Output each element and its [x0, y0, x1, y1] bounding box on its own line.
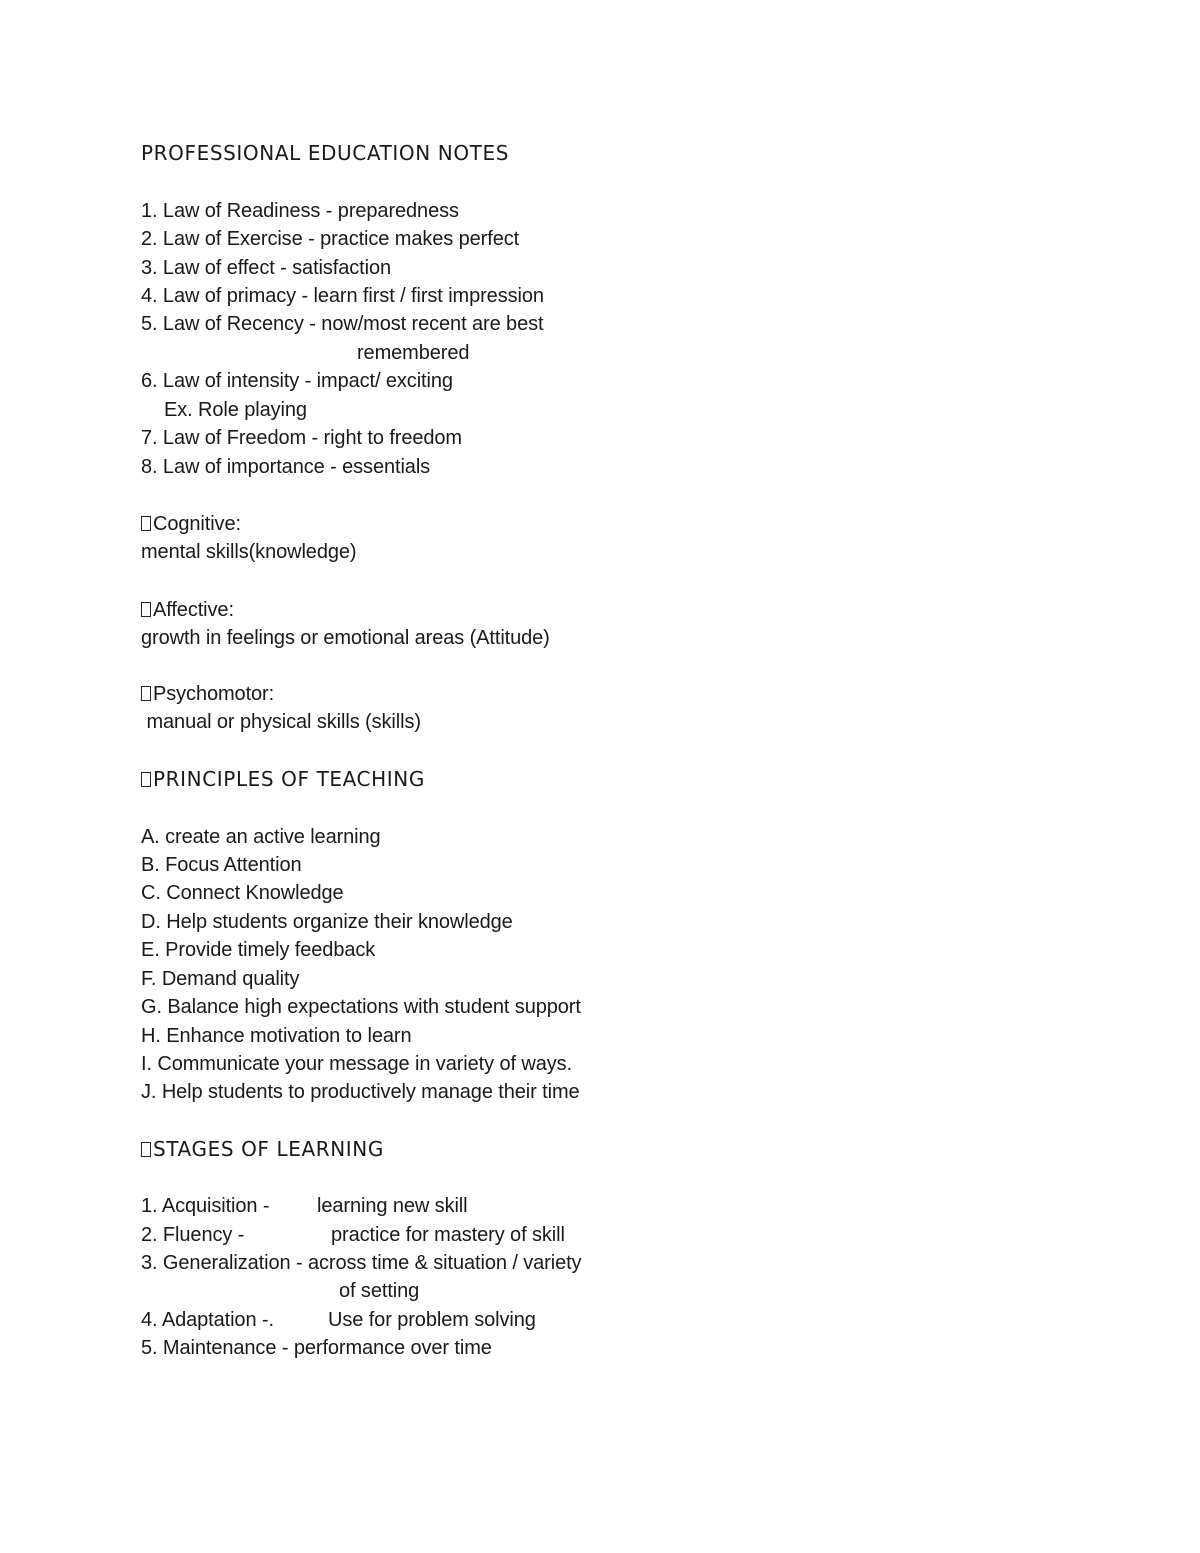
domain-label-psychomotor — [141, 681, 274, 707]
law-item: 3. Law of effect - satisfaction — [141, 257, 391, 279]
box-bullet-icon — [141, 516, 151, 531]
document-title: PROFESSIONAL EDUCATION NOTES — [141, 141, 510, 165]
principle-item: A. create an active learning — [141, 826, 381, 848]
domain-description: manual or physical skills (skills) — [141, 711, 421, 733]
law-example: Ex. Role playing — [164, 399, 307, 421]
domain-description: mental skills(knowledge) — [141, 541, 357, 563]
box-bullet-icon — [141, 772, 151, 787]
principle-item: E. Provide timely feedback — [141, 939, 376, 961]
principle-item: C. Connect Knowledge — [141, 882, 344, 904]
domain-label-text: Psychomotor: — [153, 683, 275, 705]
law-item: 6. Law of intensity - impact/ exciting — [141, 370, 453, 392]
stage-name: 2. Fluency - — [141, 1224, 245, 1246]
domain-description: growth in feelings or emotional areas (Attitude) — [141, 627, 550, 649]
principle-item: G. Balance high expectations with student support — [141, 996, 581, 1018]
law-item: 4. Law of primacy - learn first / first impression — [141, 285, 544, 307]
domain-label-affective — [141, 597, 234, 623]
stage-name: 1. Acquisition - — [141, 1195, 270, 1217]
law-item-continuation: remembered — [357, 342, 470, 364]
principle-item: F. Demand quality — [141, 968, 300, 990]
heading-text: PRINCIPLES OF TEACHING — [153, 767, 425, 791]
law-item: 5. Law of Recency - now/most recent are best — [141, 313, 544, 335]
stage-description: practice for mastery of skill — [331, 1224, 565, 1246]
law-item: 1. Law of Readiness - preparedness — [141, 200, 459, 222]
stage-name: 3. Generalization - across time & situation / variety — [141, 1252, 582, 1274]
principle-item: H. Enhance motivation to learn — [141, 1025, 412, 1047]
heading-text: STAGES OF LEARNING — [153, 1137, 384, 1161]
stage-description: learning new skill — [317, 1195, 468, 1217]
principles-heading — [141, 766, 425, 792]
law-item: 7. Law of Freedom - right to freedom — [141, 427, 462, 449]
stage-description-continuation: of setting — [339, 1280, 420, 1302]
stage-description: Use for problem solving — [328, 1309, 536, 1331]
principle-item: I. Communicate your message in variety of ways. — [141, 1053, 573, 1075]
stage-name: 5. Maintenance - performance over time — [141, 1337, 492, 1359]
law-item: 2. Law of Exercise - practice makes perfect — [141, 228, 520, 250]
principle-item: D. Help students organize their knowledge — [141, 911, 513, 933]
principle-item: J. Help students to productively manage their time — [141, 1081, 580, 1103]
stage-name: 4. Adaptation -. — [141, 1309, 274, 1331]
box-bullet-icon — [141, 1142, 151, 1157]
domain-label-cognitive — [141, 511, 241, 537]
box-bullet-icon — [141, 602, 151, 617]
box-bullet-icon — [141, 686, 151, 701]
stages-heading — [141, 1136, 384, 1162]
law-item: 8. Law of importance - essentials — [141, 456, 431, 478]
domain-label-text: Affective: — [153, 599, 234, 621]
principle-item: B. Focus Attention — [141, 854, 302, 876]
domain-label-text: Cognitive: — [153, 513, 241, 535]
